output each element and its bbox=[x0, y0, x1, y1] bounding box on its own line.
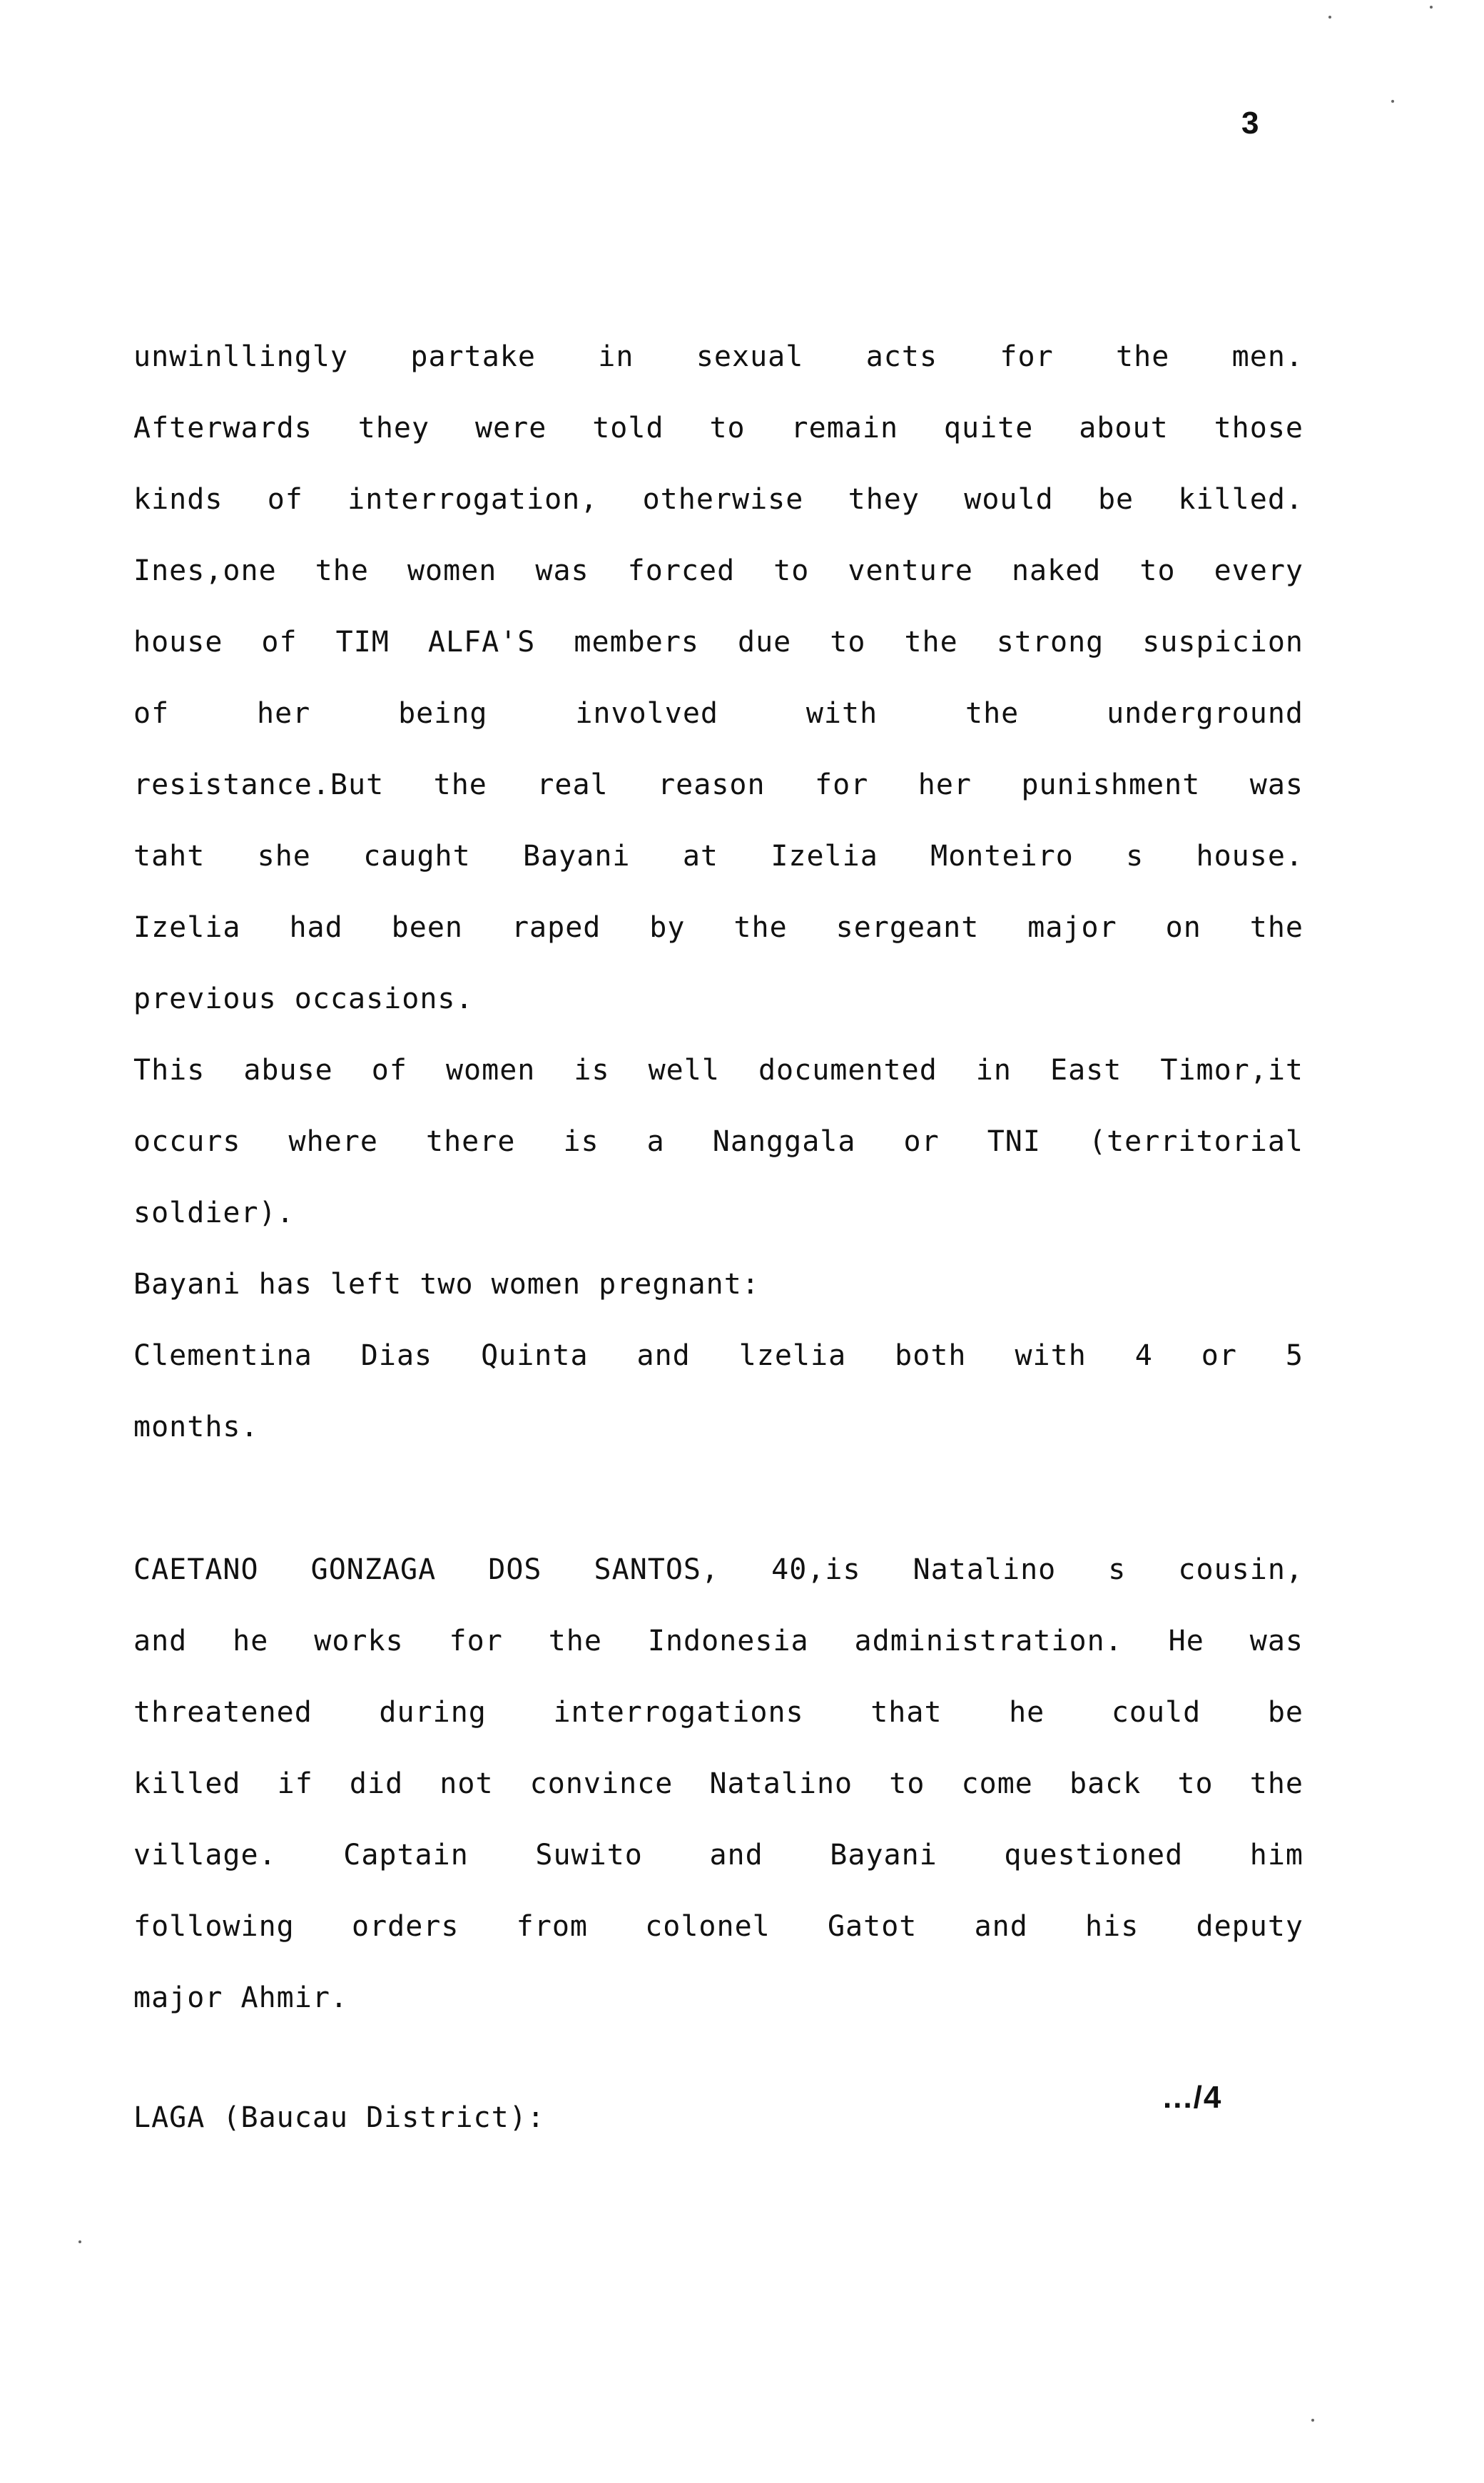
scan-speck bbox=[1430, 6, 1433, 9]
text-line: previous occasions. bbox=[133, 982, 474, 1015]
text-line: kinds of interrogation, otherwise they would be killed. bbox=[133, 483, 1303, 516]
text-line: Clementina Dias Quinta and lzelia both with 4 or 5 bbox=[133, 1339, 1303, 1372]
text-line: unwinllingly partake in sexual acts for the men. bbox=[133, 340, 1303, 373]
paragraph-gap bbox=[133, 1463, 1303, 1534]
text-line: This abuse of women is well documented in East Timor,it bbox=[133, 1054, 1303, 1087]
scan-speck bbox=[1328, 16, 1331, 19]
text-line: Ines,one the women was forced to venture naked to every bbox=[133, 554, 1303, 587]
text-line: Bayani has left two women pregnant: bbox=[133, 1268, 760, 1301]
text-line: Afterwards they were told to remain quite about those bbox=[133, 412, 1303, 445]
text-line: CAETANO GONZAGA DOS SANTOS, 40,is Natalino s cousin, bbox=[133, 1553, 1303, 1586]
text-line: Izelia had been raped by the sergeant major on the bbox=[133, 911, 1303, 944]
text-line: house of TIM ALFA'S members due to the strong suspicion bbox=[133, 626, 1303, 659]
scan-speck bbox=[78, 2240, 81, 2243]
text-line: village. Captain Suwito and Bayani questioned him bbox=[133, 1839, 1303, 1872]
text-line: threatened during interrogations that he could be bbox=[133, 1696, 1303, 1729]
text-line: following orders from colonel Gatot and his deputy bbox=[133, 1910, 1303, 1943]
text-line: resistance.But the real reason for her punishment was bbox=[133, 768, 1303, 801]
text-line: taht she caught Bayani at Izelia Monteiro s house. bbox=[133, 840, 1303, 873]
scan-speck bbox=[1391, 100, 1394, 103]
text-line: soldier). bbox=[133, 1197, 295, 1229]
scan-speck bbox=[1311, 2419, 1314, 2422]
text-line: months. bbox=[133, 1411, 259, 1443]
text-line: occurs where there is a Nanggala or TNI (territorial bbox=[133, 1125, 1303, 1158]
text-line: killed if did not convince Natalino to come back to the bbox=[133, 1767, 1303, 1800]
text-line: of her being involved with the underground bbox=[133, 697, 1303, 730]
page-number: 3 bbox=[1241, 106, 1259, 141]
body-text bbox=[133, 321, 1303, 2033]
section-heading: LAGA (Baucau District): bbox=[133, 2101, 545, 2134]
continuation-marker: .../4 bbox=[1163, 2080, 1223, 2115]
text-line: and he works for the Indonesia administration. He was bbox=[133, 1625, 1303, 1657]
text-line: major Ahmir. bbox=[133, 1981, 348, 2014]
